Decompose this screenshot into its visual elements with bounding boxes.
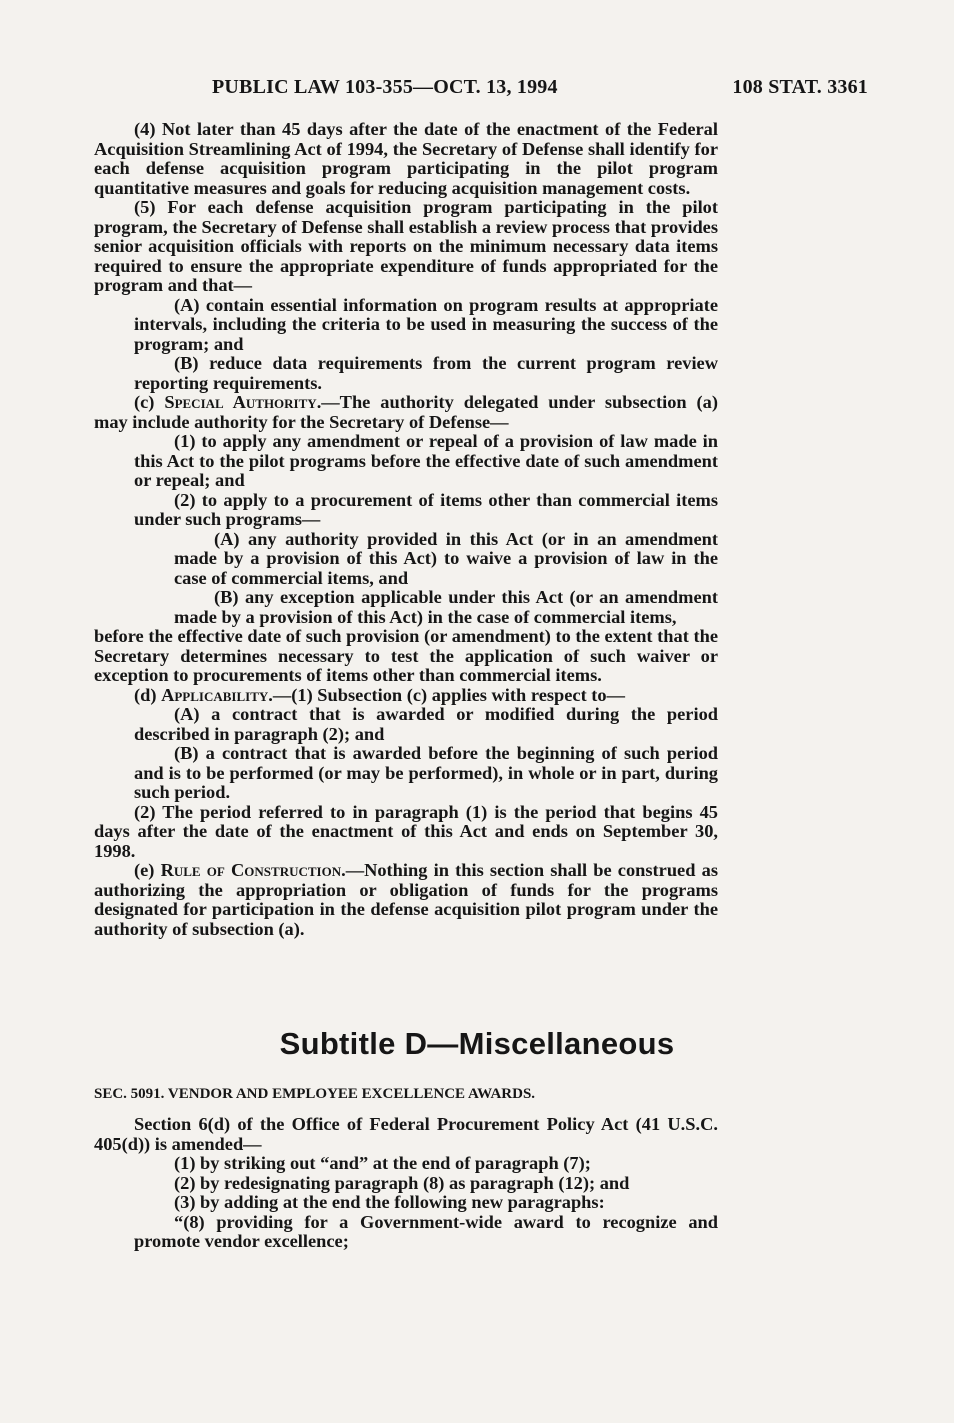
section-item-2: (2) by redesignating paragraph (8) as paragraph (12); and bbox=[174, 1172, 630, 1193]
subsection-c-2: (2) to apply to a procurement of items other than commercial items under such programs— bbox=[134, 489, 718, 529]
header-stat-citation: 108 STAT. 3361 bbox=[732, 76, 868, 98]
paragraph-5-b: (B) reduce data requirements from the current program review reporting requirements. bbox=[134, 353, 718, 393]
paragraph-5: (5) For each defense acquisition program participating in the pilot program, the Secretary of Defense shall establish a review process that provides senior acquisition officials with reports on the minimum necessary data items required to ensure the appropriate expenditure of funds appropriated for the program and that— bbox=[94, 197, 718, 295]
subsection-e-heading: Rule of Construction bbox=[160, 860, 342, 880]
section-body bbox=[94, 1115, 718, 1252]
subsection-c-2-b: (B) any exception applicable under this Act (or an amendment made by a provision of this Act) in the case of commercial items, bbox=[174, 587, 718, 627]
subsection-d: (d) Applicability.—(1) Subsection (c) applies with respect to— bbox=[134, 684, 626, 705]
section-item-1: (1) by striking out “and” at the end of paragraph (7); bbox=[174, 1153, 591, 1173]
subsection-c: (c) Special Authority.—The authority delegated under subsection (a) may include authority for the Secretary of Defense— bbox=[94, 392, 718, 432]
section-item-8: “(8) providing for a Government-wide award to recognize and promote vendor excellence; bbox=[134, 1211, 718, 1251]
subsection-c-heading: Special Authority bbox=[164, 392, 317, 412]
section-item-3: (3) by adding at the end the following new paragraphs: bbox=[174, 1192, 605, 1212]
header-title: PUBLIC LAW 103-355—OCT. 13, 1994 bbox=[212, 76, 558, 98]
subsection-d-heading: Applicability bbox=[161, 684, 269, 705]
subsection-c-1: (1) to apply any amendment or repeal of a provision of law made in this Act to the pilot programs before the effective date of such amendment or repeal; and bbox=[134, 431, 718, 490]
subsection-d-a: (A) a contract that is awarded or modified during the period described in paragraph (2); and bbox=[134, 704, 718, 744]
subsection-c-tail: before the effective date of such provision (or amendment) to the extent that the Secretary determines necessary to test the application of such waiver or exception to procurements of items other than commercial items. bbox=[94, 626, 718, 685]
paragraph-4: (4) Not later than 45 days after the date of the enactment of the Federal Acquisition Streamlining Act of 1994, the Secretary of Defense shall identify for each defense acquisition program participating in the pilot program quantitative measures and goals for reducing acquisition management costs. bbox=[94, 119, 718, 198]
subsection-d-2: (2) The period referred to in paragraph (1) is the period that begins 45 days after the date of the enactment of this Act and ends on September 30, 1998. bbox=[94, 801, 718, 861]
paragraph-5-a: (A) contain essential information on program results at appropriate intervals, including the criteria to be used in measuring the success of the program; and bbox=[134, 294, 718, 354]
section-heading: SEC. 5091. VENDOR AND EMPLOYEE EXCELLENCE AWARDS. bbox=[94, 1086, 536, 1102]
section-intro: Section 6(d) of the Office of Federal Procurement Policy Act (41 U.S.C. 405(d)) is amended— bbox=[94, 1114, 718, 1154]
body-text bbox=[94, 120, 718, 939]
subsection-c-2-a: (A) any authority provided in this Act (or in an amendment made by a provision of this Act) to waive a provision of law in the case of commercial items, and bbox=[174, 528, 718, 588]
subsection-e: (e) Rule of Construction.—Nothing in this section shall be construed as authorizing the appropriation or obligation of funds for the programs designated for participation in the defense acquisition pilot program under the authority of subsection (a). bbox=[94, 860, 718, 939]
subsection-d-b: (B) a contract that is awarded before the beginning of such period and is to be performed (or may be performed), in whole or in part, during such period. bbox=[134, 743, 718, 802]
subtitle-heading: Subtitle D—Miscellaneous bbox=[279, 1026, 675, 1061]
